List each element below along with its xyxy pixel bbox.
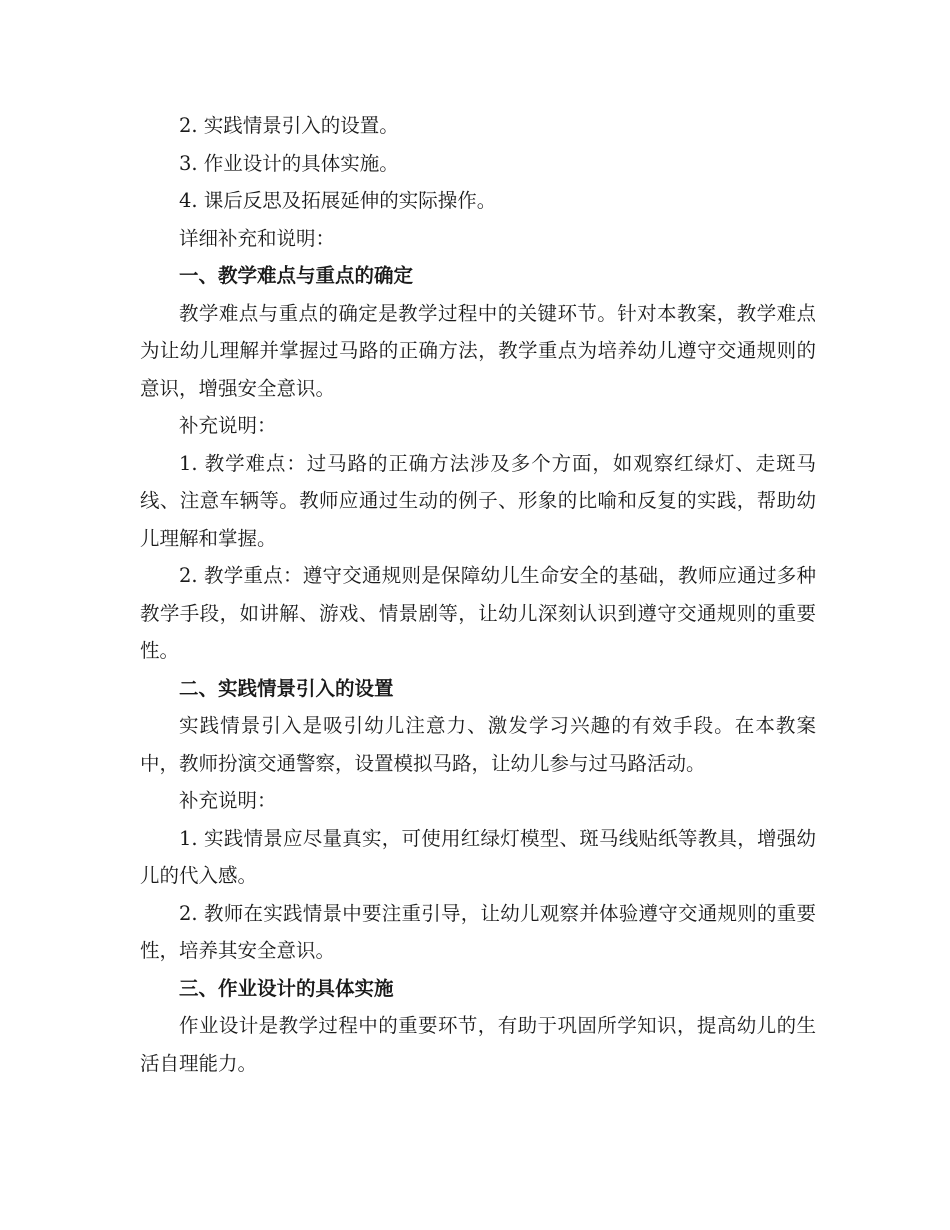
list-item-homework-design: 3. 作业设计的具体实施。 — [179, 151, 399, 175]
supplement-label-1: 补充说明： — [179, 414, 277, 437]
section-1-point-2: 2. 教学重点：遵守交通规则是保障幼儿生命安全的基础，教师应通过多种教学手段，如讲解、游戏、情景剧等，让幼儿深刻认识到遵守交通规则的重要性。 — [140, 564, 816, 662]
section-heading-1: 一、教学难点与重点的确定 — [179, 264, 414, 287]
list-item-reflection: 4. 课后反思及拓展延伸的实际操作。 — [179, 189, 497, 212]
supplement-label-2: 补充说明： — [179, 789, 277, 812]
section-2-point-2: 2. 教师在实践情景中要注重引导，让幼儿观察并体验遵守交通规则的重要性，培养其安全意识。 — [140, 901, 816, 962]
section-3-paragraph: 作业设计是教学过程中的重要环节，有助于巩固所学知识，提高幼儿的生活自理能力。 — [140, 1014, 816, 1075]
document-body — [140, 107, 816, 1082]
detail-intro-label: 详细补充和说明： — [179, 226, 336, 250]
section-heading-3: 三、作业设计的具体实施 — [179, 976, 394, 1000]
section-1-paragraph: 教学难点与重点的确定是教学过程中的关键环节。针对本教案，教学难点为让幼儿理解并掌握过马路的正确方法，教学重点为培养幼儿遵守交通规则的意识，增强安全意识。 — [140, 301, 816, 400]
section-heading-2: 二、实践情景引入的设置 — [179, 676, 394, 700]
list-item-practice-scenario: 2. 实践情景引入的设置。 — [179, 114, 399, 137]
section-1-point-1: 1. 教学难点：过马路的正确方法涉及多个方面，如观察红绿灯、走斑马线、注意车辆等。教师应通过生动的例子、形象的比喻和反复的实践，帮助幼儿理解和掌握。 — [140, 451, 816, 550]
section-2-paragraph: 实践情景引入是吸引幼儿注意力、激发学习兴趣的有效手段。在本教案中，教师扮演交通警察，设置模拟马路，让幼儿参与过马路活动。 — [140, 714, 816, 775]
section-2-point-1: 1. 实践情景应尽量真实，可使用红绿灯模型、斑马线贴纸等教具，增强幼儿的代入感。 — [140, 826, 816, 887]
